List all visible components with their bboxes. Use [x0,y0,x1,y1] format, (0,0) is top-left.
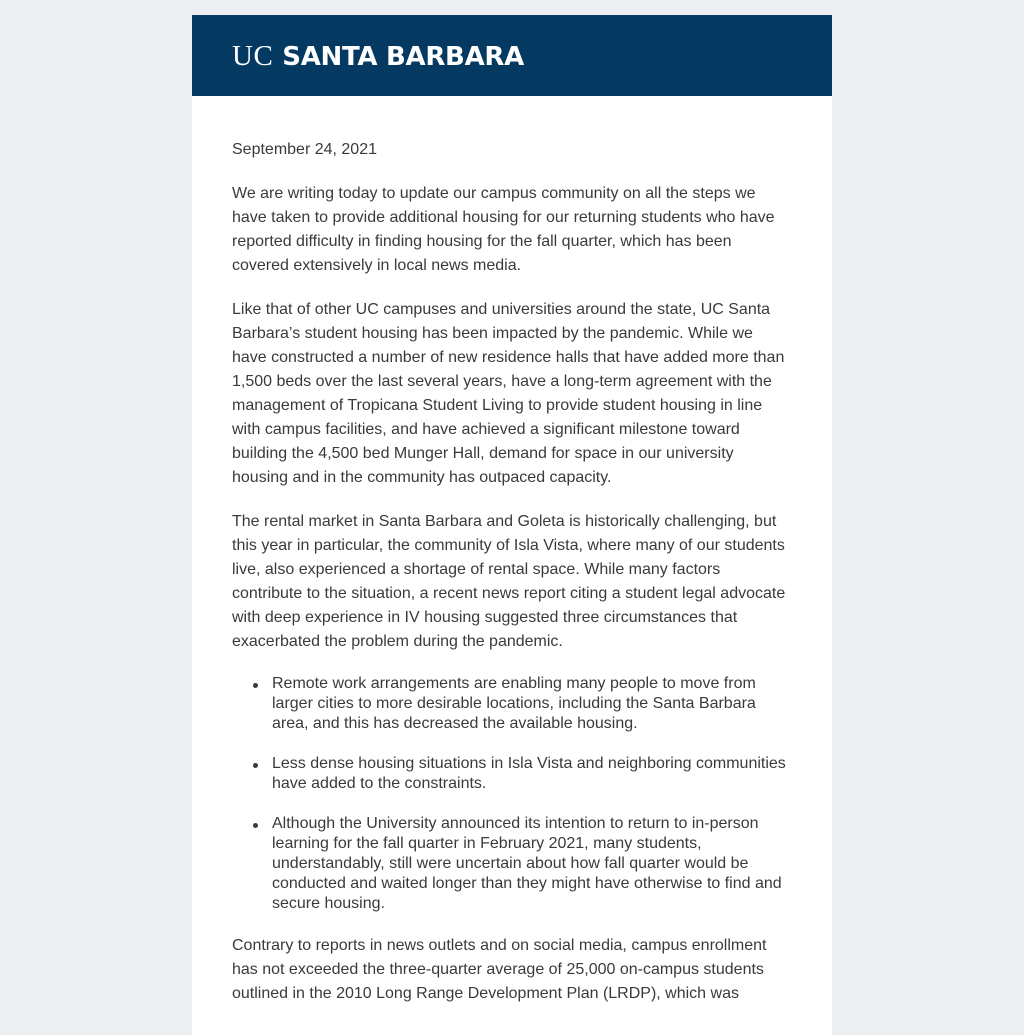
logo-uc-text: UC [232,40,274,72]
bullet-dot-icon [253,763,258,768]
paragraph-1: We are writing today to update our campus community on all the steps we have taken to provide additional housing for our returning students who have reported difficulty in finding housing for the fall quarter, which has been covered extensively in local news media. [232,185,775,274]
email-card [192,15,832,1035]
list-item-text: Remote work arrangements are enabling many people to move from larger cities to more desirable locations, including the Santa Barbara area, and this has decreased the available housing. [272,675,756,732]
bullet-dot-icon [253,823,258,828]
paragraph-4: Contrary to reports in news outlets and on social media, campus enrollment has not exceeded the three-quarter average of 25,000 on-campus students outlined in the 2010 Long Range Development Plan (LRDP), which was [232,937,767,1002]
bullet-dot-icon [253,683,258,688]
list-item [272,814,792,914]
header-banner [192,15,832,96]
circumstances-list [232,674,792,914]
list-item-text: Although the University announced its intention to return to in-person learning for the fall quarter in February 2021, many students, understandably, still were uncertain about how fall quarter would be conducted and waited longer than they might have otherwise to find and secure housing. [272,815,782,912]
list-item-text: Less dense housing situations in Isla Vista and neighboring communities have added to the constraints. [272,755,786,792]
paragraph-2: Like that of other UC campuses and universities around the state, UC Santa Barbara’s student housing has been impacted by the pandemic. While we have constructed a number of new residence halls that have added more than 1,500 beds over the last several years, have a long-term agreement with the management of Tropicana Student Living to provide student housing in line with campus facilities, and have achieved a significant milestone toward building the 4,500 bed Munger Hall, demand for space in our university housing and in the community has outpaced capacity. [232,301,785,486]
list-item [272,674,792,734]
ucsb-logo [232,39,524,74]
paragraph-3: The rental market in Santa Barbara and Goleta is historically challenging, but this year in particular, the community of Isla Vista, where many of our students live, also experienced a shortage of rental space. While many factors contribute to the situation, a recent news report citing a student legal advocate with deep experience in IV housing suggested three circumstances that exacerbated the problem during the pandemic. [232,513,786,650]
letter-date: September 24, 2021 [232,141,377,158]
logo-name-text: SANTA BARBARA [282,42,524,72]
list-item [272,754,792,794]
letter-body [192,96,832,1006]
